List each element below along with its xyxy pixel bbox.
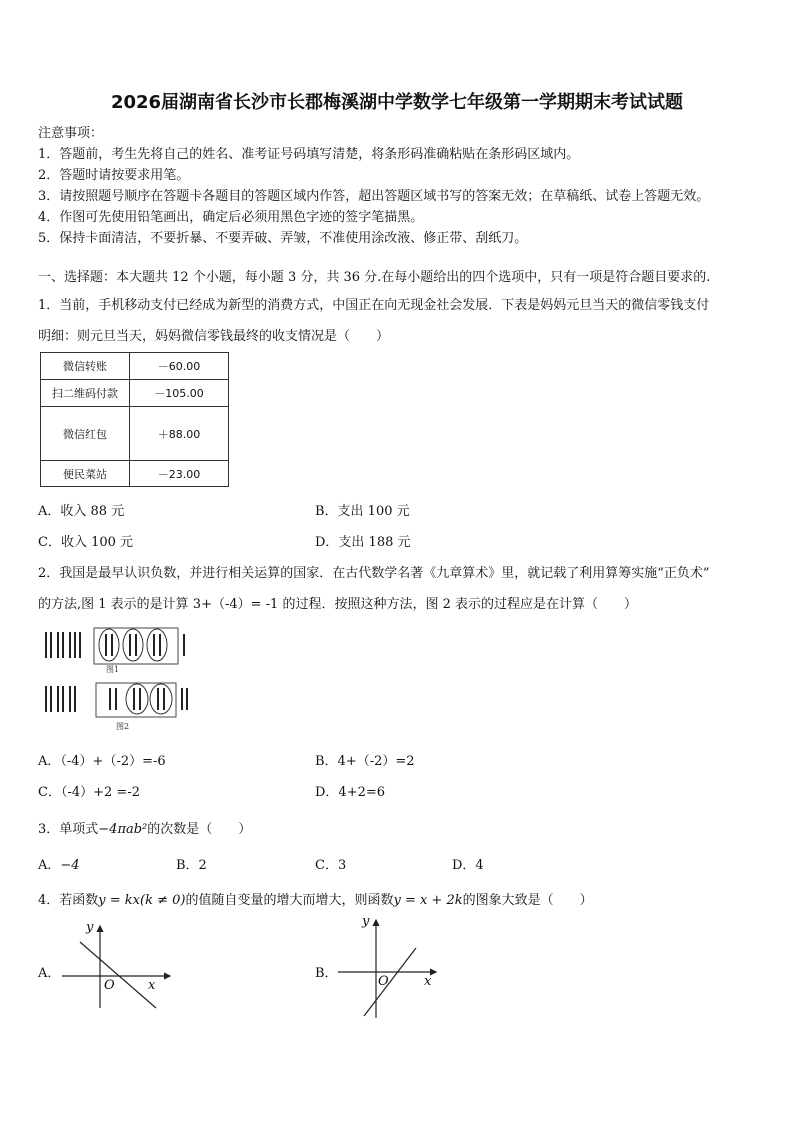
payment-table bbox=[40, 352, 229, 487]
table-row bbox=[41, 407, 229, 461]
q2-option-c: C．（-4）+2 =-2 bbox=[38, 785, 140, 800]
q2-text-line1: 2．我国是最早认识负数，并进行相关运算的国家．在古代数学名著《九章算术》里，就记载了利用算筹实施“正负术” bbox=[38, 566, 710, 581]
q1-option-a: A．收入 88 元 bbox=[38, 504, 125, 519]
q1-option-b: B．支出 100 元 bbox=[315, 504, 410, 519]
graph-b-x-label: x bbox=[424, 974, 432, 989]
table-cell-amount: －23.00 bbox=[130, 461, 229, 487]
table-cell-amount: ＋88.00 bbox=[130, 407, 229, 461]
q1-text-line2: 明细：则元旦当天，妈妈微信零钱最终的收支情况是（ ） bbox=[38, 329, 390, 344]
q4-text bbox=[38, 889, 593, 908]
q3-prefix: 3．单项式 bbox=[38, 822, 99, 837]
q3-option-a bbox=[38, 854, 80, 873]
q4-suffix: 的图象大致是（ ） bbox=[462, 893, 593, 908]
notice-item-4: 4．作图可先使用铅笔画出，确定后必须用黑色字迹的签字笔描黑。 bbox=[38, 210, 424, 225]
q4-prefix: 4．若函数 bbox=[38, 893, 99, 908]
q4-option-a-label: A． bbox=[38, 966, 61, 981]
q4-condition: (k ≠ 0) bbox=[140, 893, 186, 908]
table-cell-item: 微信转账 bbox=[41, 353, 130, 380]
figure-2-caption: 图2 bbox=[116, 722, 130, 731]
table-row bbox=[41, 380, 229, 407]
notice-item-2: 2．答题时请按要求用笔。 bbox=[38, 168, 190, 183]
q1-option-c: C．收入 100 元 bbox=[38, 535, 134, 550]
table-cell-item: 微信红包 bbox=[41, 407, 130, 461]
table-cell-amount: －60.00 bbox=[130, 353, 229, 380]
graph-b-y-label: y bbox=[362, 914, 370, 929]
q2-text-line2: 的方法,图 1 表示的是计算 3+（-4）= -1 的过程．按照这种方法，图 2 表示的过程应是在计算（ ） bbox=[38, 597, 637, 612]
q3-option-a-label: A． bbox=[38, 858, 61, 873]
q3-option-c: C．3 bbox=[315, 858, 347, 873]
q4-graph-b bbox=[336, 914, 446, 1020]
graph-a-y-label: y bbox=[86, 920, 94, 935]
exam-title: 2026届湖南省长沙市长郡梅溪湖中学数学七年级第一学期期末考试试题 bbox=[110, 92, 684, 113]
q3-option-b: B．2 bbox=[176, 858, 207, 873]
notice-item-1: 1．答题前，考生先将自己的姓名、准考证号码填写清楚，将条形码准确粘贴在条形码区域内。 bbox=[38, 147, 580, 162]
counting-rods-figure-2 bbox=[40, 682, 190, 720]
figure-1-caption: 图1 bbox=[106, 665, 120, 674]
q2-option-d: D．4+2=6 bbox=[315, 785, 386, 800]
table-cell-item: 便民菜站 bbox=[41, 461, 130, 487]
section-heading: 一、选择题：本大题共 12 个小题，每小题 3 分，共 36 分.在每小题给出的四个选项中，只有一项是符合题目要求的. bbox=[38, 270, 711, 285]
q3-suffix: 的次数是（ ） bbox=[147, 822, 252, 837]
table-cell-item: 扫二维码付款 bbox=[41, 380, 130, 407]
q3-text bbox=[38, 818, 251, 837]
q4-function-1: y = kx bbox=[98, 893, 140, 908]
q1-text-line1: 1．当前，手机移动支付已经成为新型的消费方式，中国正在向无现金社会发展．下表是妈妈元旦当天的微信零钱支付 bbox=[38, 298, 710, 313]
q2-option-a: A．（-4）+（-2）=-6 bbox=[38, 754, 166, 769]
graph-a-x-label: x bbox=[148, 978, 156, 993]
q4-mid: 的值随自变量的增大而增大，则函数 bbox=[185, 893, 394, 908]
q4-function-2: y = x + 2k bbox=[393, 893, 463, 908]
q4-option-b-label: B． bbox=[315, 966, 338, 981]
q1-option-d: D．支出 188 元 bbox=[315, 535, 411, 550]
q2-option-b: B．4+（-2）=2 bbox=[315, 754, 415, 769]
table-row bbox=[41, 461, 229, 487]
q3-expression: −4πab² bbox=[98, 822, 148, 837]
q3-option-a-value: −4 bbox=[60, 858, 80, 873]
table-row bbox=[41, 353, 229, 380]
notice-item-5: 5．保持卡面清洁，不要折暴、不要弄破、弄皱，不准使用涂改液、修正带、刮纸刀。 bbox=[38, 231, 528, 246]
notice-item-3: 3．请按照题号顺序在答题卡各题目的答题区域内作答，超出答题区域书写的答案无效；在草稿纸、试卷上答题无效。 bbox=[38, 189, 710, 204]
graph-b-origin-label: O bbox=[378, 974, 389, 989]
q4-graph-a bbox=[58, 920, 178, 1010]
table-cell-amount: －105.00 bbox=[130, 380, 229, 407]
q3-option-d: D．4 bbox=[452, 858, 484, 873]
graph-a-origin-label: O bbox=[104, 978, 115, 993]
notice-heading: 注意事项： bbox=[38, 126, 104, 141]
